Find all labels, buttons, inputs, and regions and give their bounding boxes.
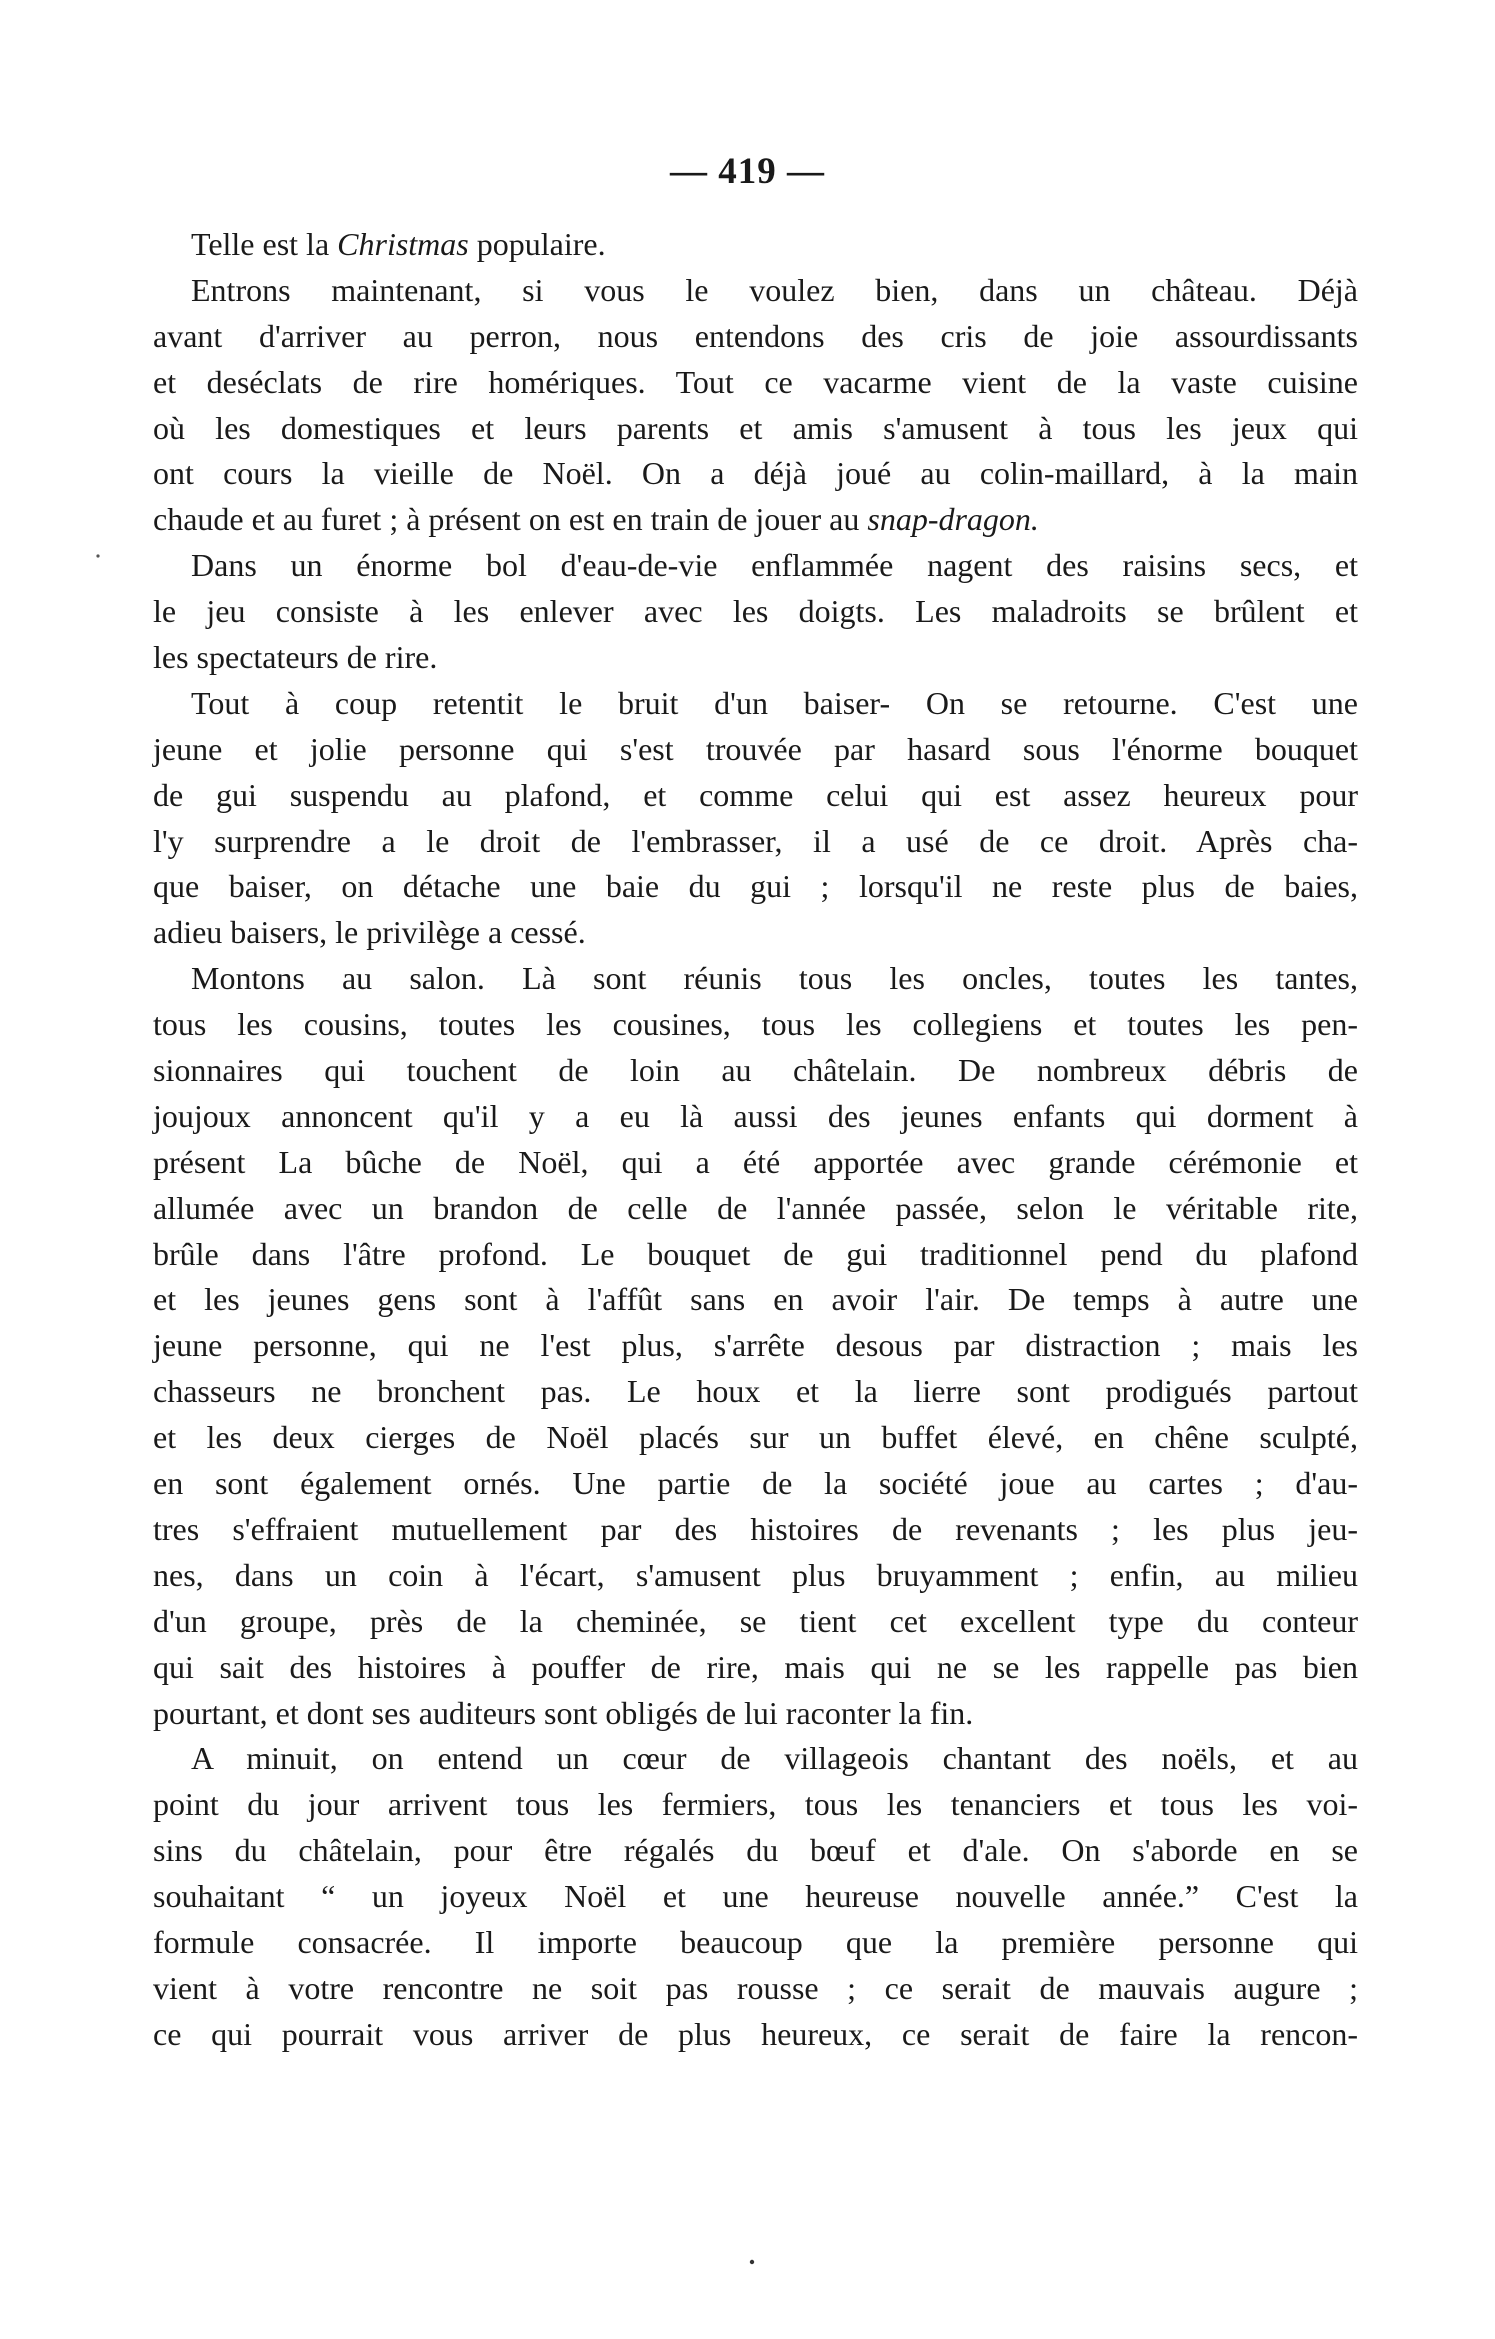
text-segment: que baiser, on détache une baie du gui ; lorsqu'il ne reste plus de baies, — [153, 868, 1358, 905]
text-segment: vient à votre rencontre ne soit pas rousse ; ce serait de mauvais augure ; — [153, 1969, 1358, 2006]
text-segment: et les jeunes gens sont à l'affût sans en avoir l'air. De temps à autre une — [153, 1281, 1358, 1318]
text-segment: Entrons maintenant, si vous le voulez bien, dans un château. Déjà — [191, 271, 1358, 308]
text-segment: et les deux cierges de Noël placés sur un buffet élevé, en chêne sculpté, — [153, 1419, 1358, 1456]
text-segment: de gui suspendu au plafond, et comme celui qui est assez heureux pour — [153, 776, 1358, 813]
italic-text: snap-dragon. — [867, 501, 1039, 538]
text-segment: chaude et au furet ; à présent on est en train de jouer au — [153, 501, 868, 538]
text-segment: Tout à coup retentit le bruit d'un baiser- On se retourne. C'est une — [191, 684, 1358, 721]
text-segment: sionnaires qui touchent de loin au châtelain. De nombreux débris de — [153, 1052, 1358, 1089]
text-segment: les spectateurs de rire. — [153, 639, 438, 676]
text-segment: présent La bûche de Noël, qui a été apportée avec grande cérémonie et — [153, 1143, 1358, 1180]
page-number: — 419 — — [670, 151, 825, 192]
text-segment: Montons au salon. Là sont réunis tous les oncles, toutes les tantes, — [191, 960, 1358, 997]
text-segment: avant d'arriver au perron, nous entendons des cris de joie assourdissants — [153, 317, 1358, 354]
text-segment: populaire. — [468, 226, 606, 262]
text-segment: ce qui pourrait vous arriver de plus heureux, ce serait de faire la rencon- — [153, 2015, 1358, 2052]
text-segment: tous les cousins, toutes les cousines, tous les collegiens et toutes les pen- — [153, 1006, 1358, 1043]
text-segment: Dans un énorme bol d'eau-de-vie enflammée nagent des raisins secs, et — [191, 547, 1358, 584]
text-segment: pourtant, et dont ses auditeurs sont obligés de lui raconter la fin. — [153, 1694, 974, 1731]
text-segment: jeune personne, qui ne l'est plus, s'arrête desous par distraction ; mais les — [153, 1327, 1358, 1364]
text-segment: joujoux annoncent qu'il y a eu là aussi des jeunes enfants qui dorment à — [153, 1097, 1358, 1134]
text-segment: tres s'effraient mutuellement par des histoires de revenants ; les plus jeu- — [153, 1510, 1358, 1547]
text-segment: l'y surprendre a le droit de l'embrasser, il a usé de ce droit. Après cha- — [153, 822, 1358, 859]
text-segment: Telle est la — [191, 226, 338, 262]
text-segment: point du jour arrivent tous les fermiers, tous les tenanciers et tous les voi- — [153, 1786, 1358, 1823]
text-segment: adieu baisers, le privilège a cessé. — [153, 914, 586, 951]
text-segment: nes, dans un coin à l'écart, s'amusent plus bruyamment ; enfin, au milieu — [153, 1556, 1358, 1593]
text-segment: jeune et jolie personne qui s'est trouvée par hasard sous l'énorme bouquet — [153, 730, 1358, 767]
text-segment: qui sait des histoires à pouffer de rire, mais qui ne se les rappelle pas bien — [153, 1648, 1358, 1685]
text-segment: souhaitant “ un joyeux Noël et une heureuse nouvelle année.” C'est la — [153, 1878, 1358, 1915]
text-segment: d'un groupe, près de la cheminée, se tient cet excellent type du conteur — [153, 1602, 1358, 1639]
text-segment: sins du châtelain, pour être régalés du bœuf et d'ale. On s'aborde en se — [153, 1832, 1358, 1869]
text-segment: A minuit, on entend un cœur de villageois chantant des noëls, et au — [191, 1740, 1358, 1777]
text-segment: et deséclats de rire homériques. Tout ce vacarme vient de la vaste cuisine — [153, 363, 1358, 400]
text-segment: allumée avec un brandon de celle de l'année passée, selon le véritable rite, — [153, 1189, 1358, 1226]
text-segment: formule consacrée. Il importe beaucoup que la première personne qui — [153, 1923, 1358, 1960]
text-segment: où les domestiques et leurs parents et amis s'amusent à tous les jeux qui — [153, 409, 1358, 446]
text-segment: ont cours la vieille de Noël. On a déjà joué au colin-maillard, à la main — [153, 455, 1358, 492]
italic-text: Christmas — [337, 226, 469, 262]
speck — [750, 2260, 754, 2264]
text-segment: brûle dans l'âtre profond. Le bouquet de gui traditionnel pend du plafond — [153, 1235, 1358, 1272]
text-segment: en sont également ornés. Une partie de la société joue au cartes ; d'au- — [153, 1465, 1358, 1502]
text-segment: le jeu consiste à les enlever avec les doigts. Les maladroits se brûlent et — [153, 593, 1358, 630]
text-segment: chasseurs ne bronchent pas. Le houx et la lierre sont prodigués partout — [153, 1373, 1358, 1410]
speck — [96, 554, 99, 557]
